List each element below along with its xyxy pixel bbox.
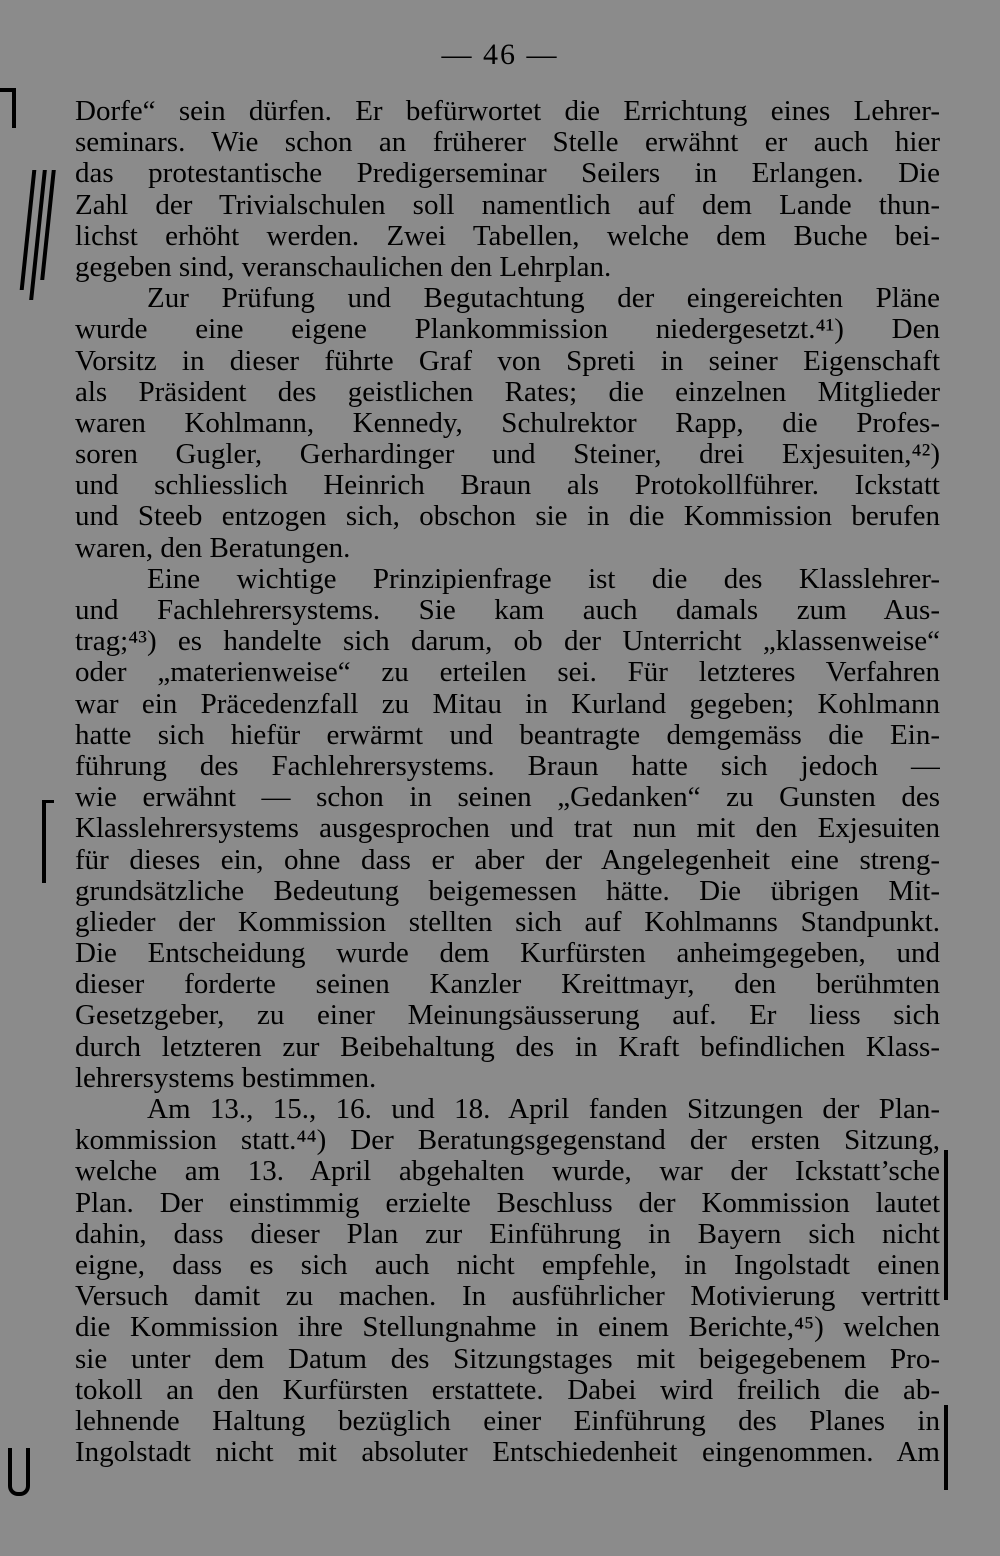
text-line: Plan. Der einstimmig erzielte Beschluss der Kommission lautet — [75, 1187, 940, 1219]
page-number: — 46 — — [441, 38, 559, 71]
text-line: Ingolstadt nicht mit absoluter Entschiedenheit eingenommen. Am — [75, 1437, 940, 1469]
text-line: Zahl der Trivialschulen soll namentlich auf dem Lande thun- — [75, 189, 940, 221]
text-line: dahin, dass dieser Plan zur Einführung in Bayern sich nicht — [75, 1218, 940, 1250]
text-line: soren Gugler, Gerhardinger und Steiner, drei Exjesuiten,⁴²) — [75, 439, 940, 471]
text-line: Gesetzgeber, zu einer Meinungsäusserung auf. Er liess sich — [75, 1000, 940, 1032]
text-line: waren Kohlmann, Kennedy, Schulrektor Rapp, die Profes- — [75, 407, 940, 439]
text-line: glieder der Kommission stellten sich auf Kohlmanns Standpunkt. — [75, 906, 940, 938]
text-line: war ein Präcedenzfall zu Mitau in Kurland gegeben; Kohlmann — [75, 688, 940, 720]
text-line: lehrersystems bestimmen. — [75, 1062, 377, 1094]
text-line: Klasslehrersystems ausgesprochen und trat nun mit den Exjesuiten — [75, 813, 940, 845]
text-line: führung des Fachlehrersystems. Braun hatte sich jedoch — — [75, 750, 940, 782]
text-line: Vorsitz in dieser führte Graf von Spreti in seiner Eigenschaft — [75, 345, 940, 377]
text-line: für dieses ein, ohne dass er aber der Angelegenheit eine streng- — [75, 844, 940, 876]
text-line: die Kommission ihre Stellungnahme in einem Berichte,⁴⁵) welchen — [75, 1312, 940, 1344]
text-line: und Steeb entzogen sich, obschon sie in die Kommission berufen — [75, 501, 940, 533]
margin-bracket-mark — [0, 88, 16, 128]
text-line: als Präsident des geistlichen Rates; die einzelnen Mitglieder — [75, 376, 940, 408]
text-line: lehnende Haltung bezüglich einer Einführung des Planes in — [75, 1405, 940, 1437]
text-line: seminars. Wie schon an früherer Stelle erwähnt er auch hier — [75, 127, 940, 159]
margin-bracket-mark — [42, 800, 54, 883]
text-line: und schliesslich Heinrich Braun als Protokollführer. Ickstatt — [75, 470, 940, 502]
text-line: welche am 13. April abgehalten wurde, war der Ickstatt’sche — [75, 1156, 940, 1188]
text-line: Am 13., 15., 16. und 18. April fanden Sitzungen der Plan- — [147, 1094, 940, 1125]
text-line: dieser forderte seinen Kanzler Kreittmayr, den berühmten — [75, 969, 940, 1001]
body-text — [75, 96, 940, 1468]
text-line: grundsätzliche Bedeutung beigemessen hätte. Die übrigen Mit- — [75, 875, 940, 907]
text-line: wie erwähnt — schon in seinen „Gedanken“ zu Gunsten des — [75, 782, 940, 814]
text-line: lichst erhöht werden. Zwei Tabellen, welche dem Buche bei- — [75, 220, 940, 252]
text-line: Dorfe“ sein dürfen. Er befürwortet die Errichtung eines Lehrer- — [75, 96, 940, 127]
text-line: kommission statt.⁴⁴) Der Beratungsgegenstand der ersten Sitzung, — [75, 1125, 940, 1157]
text-line: sie unter dem Datum des Sitzungstages mit beigegebenem Pro- — [75, 1343, 940, 1375]
text-line: Die Entscheidung wurde dem Kurfürsten anheimgegeben, und — [75, 938, 940, 970]
text-line: Eine wichtige Prinzipienfrage ist die des Klasslehrer- — [147, 563, 940, 595]
text-line: eigne, dass es sich auch nicht empfehle, in Ingolstadt einen — [75, 1249, 940, 1281]
text-line: trag;⁴³) es handelte sich darum, ob der Unterricht „klassenweise“ — [75, 626, 940, 658]
text-line: das protestantische Predigerseminar Seilers in Erlangen. Die — [75, 158, 940, 190]
margin-right-line — [944, 1150, 948, 1300]
text-line: gegeben sind, veranschaulichen den Lehrplan. — [75, 251, 612, 283]
text-line: waren, den Beratungen. — [75, 532, 351, 564]
text-line: oder „materienweise“ zu erteilen sei. Für letzteres Verfahren — [75, 657, 940, 689]
margin-right-line — [944, 1405, 948, 1490]
text-line: Zur Prüfung und Begutachtung der eingereichten Pläne — [147, 283, 940, 315]
text-line: hatte sich hiefür erwärmt und beantragte demgemäss die Ein- — [75, 719, 940, 751]
text-line: wurde eine eigene Plankommission niedergesetzt.⁴¹) Den — [75, 314, 940, 346]
text-line: tokoll an den Kurfürsten erstattete. Dabei wird freilich die ab- — [75, 1374, 940, 1406]
margin-pencil-strokes — [22, 170, 62, 300]
text-line: Versuch damit zu machen. In ausführlicher Motivierung vertritt — [75, 1281, 940, 1313]
margin-bracket-mark — [8, 1448, 30, 1496]
text-line: und Fachlehrersystems. Sie kam auch damals zum Aus- — [75, 595, 940, 626]
text-line: durch letzteren zur Beibehaltung des in Kraft befindlichen Klass- — [75, 1031, 940, 1063]
